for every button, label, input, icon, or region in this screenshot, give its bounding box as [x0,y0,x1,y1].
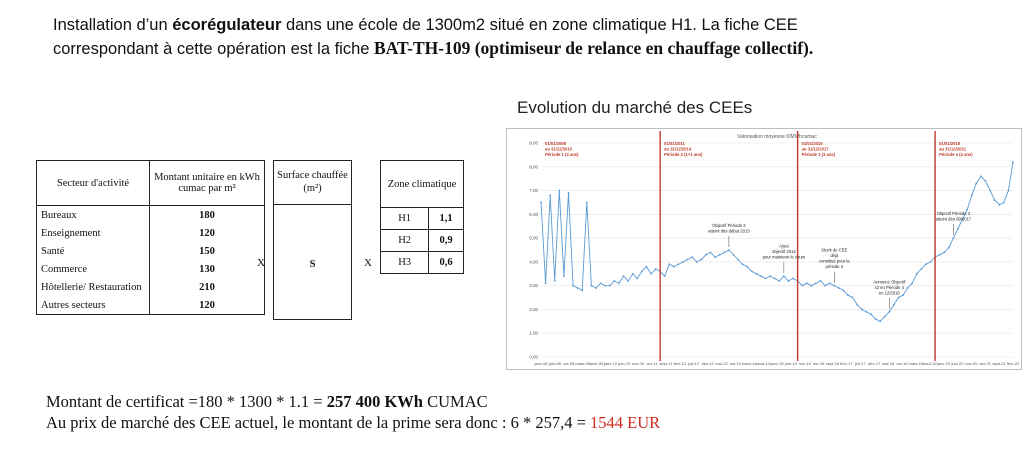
period-label: Période 1 (3 ans) [545,152,579,157]
data-point [728,249,730,251]
y-tick-label: 2,00 [529,306,538,312]
data-point [609,285,611,287]
annotation-label: Objectif Période 2 [712,223,746,228]
intro-highlight: écorégulateur [172,16,282,34]
x-tick-label: sept-21 [992,361,1006,366]
x-tick-label: juin-20 [951,361,964,366]
data-point [581,290,583,292]
data-point [801,285,803,287]
data-point [953,237,955,239]
x-tick-label: nov-15 [798,361,811,366]
period-label: au 31/12/2010 [545,146,573,152]
data-point [943,251,945,253]
data-point [925,263,927,265]
sector-header: Secteur d'activité [37,161,150,206]
zone-coefficient: 0,9 [429,230,464,252]
data-point [600,282,602,284]
x-tick-label: juil-17 [854,361,866,366]
data-point [733,254,735,256]
data-point [577,287,579,289]
data-point [627,280,629,282]
y-tick-label: 6,00 [529,211,538,217]
period-label: au 31/12/2021 [939,146,967,152]
data-point [939,254,941,256]
result-premium-text: Au prix de marché des CEE actuel, le montant de la prime sera donc : 6 * 257,4 = [46,413,591,432]
zone-header: Zone climatique [381,161,464,208]
sector-name: Hôtellerie/ Restauration [37,278,150,296]
result-line-1 [46,391,660,412]
data-point [554,280,556,282]
data-point [916,273,918,275]
data-point [664,275,666,277]
result-formula: Montant de certificat =180 * 1300 * 1.1 = [46,392,327,411]
surface-header-unit: (m²) [303,183,322,194]
x-tick-label: mai-18 [881,361,895,366]
data-point [742,263,744,265]
x-tick-label: mars-14 [741,361,757,366]
annotation-label: déjà [830,253,839,259]
surface-header [274,161,351,205]
x-tick-label: août-14 [756,361,770,366]
x-tick-label: août-19 [922,361,937,366]
data-point [852,297,854,299]
data-point [856,304,858,306]
period-label: 01/01/2018 [939,141,961,146]
data-point [641,271,643,273]
multiply-sign: X [257,257,265,269]
annotation-label: x2 en Période 4 [874,284,904,290]
sector-name: Bureaux [37,206,150,225]
data-point [678,263,680,265]
x-tick-label: févr-17 [840,361,853,366]
x-tick-label: avr-11 [646,361,658,366]
data-point [673,266,675,268]
data-point [865,311,867,313]
data-point [632,273,634,275]
data-point [572,285,574,287]
data-point [700,259,702,261]
zone-table [380,160,464,274]
data-point [719,254,721,256]
data-point [774,278,776,280]
data-point [595,287,597,289]
intro-text-part: correspondant à cette opération est la fiche [53,40,375,58]
zone-name: H1 [381,208,429,230]
data-point [875,318,877,320]
data-point [549,194,551,196]
y-tick-label: 9,00 [529,140,538,146]
sector-value: 150 [150,242,265,260]
x-tick-label: janv-10 [603,361,617,366]
zone-name: H3 [381,252,429,274]
data-point [723,251,725,253]
data-point [861,309,863,311]
period-label: au 31/12/2017 [801,146,829,152]
surface-header-line: Surface chauffée [277,170,348,181]
amount-header: Montant unitaire en kWh cumac par m² [150,161,265,206]
data-point [687,259,689,261]
annotation-label: atteint dès début 2013 [708,228,750,234]
x-tick-label: juin-10 [618,361,631,366]
data-point [898,297,900,299]
period-label: 01/01/2011 [664,141,685,146]
data-point [815,282,817,284]
data-point [545,282,547,284]
x-tick-label: févr-12 [673,361,687,366]
data-point [829,282,831,284]
sector-name: Commerce [37,260,150,278]
x-tick-label: juin-08 [548,361,561,366]
data-point [705,254,707,256]
data-point [957,228,959,230]
sector-name: Enseignement [37,224,150,242]
data-point [824,285,826,287]
data-point [1008,190,1010,192]
x-tick-label: janv-20 [937,361,951,366]
y-tick-label: 5,00 [529,235,538,241]
data-point [765,278,767,280]
data-point [788,280,790,282]
intro-line-1 [53,14,1013,37]
data-point [998,204,1000,206]
annotation-label: période 3 [825,264,844,270]
x-tick-label: août-09 [589,361,604,366]
period-label: au 31/12/2014 [664,146,692,152]
x-tick-label: mai-13 [715,361,728,366]
surface-value: S [309,259,316,270]
sector-name: Santé [37,242,150,260]
data-point [558,190,560,192]
period-label: Période 2 (1+1 ans) [664,152,703,157]
data-point [902,294,904,296]
data-point [985,180,987,182]
data-point [870,313,872,315]
fiche-reference: BAT-TH-109 (optimiseur de relance en chauffage collectif). [374,38,814,58]
chart-svg [507,129,1021,369]
data-point [989,190,991,192]
data-point [668,263,670,265]
data-point [586,202,588,204]
data-point [691,256,693,258]
y-tick-label: 4,00 [529,259,538,265]
data-point [1012,161,1014,163]
data-point [591,285,593,287]
data-point [980,175,982,177]
data-point [769,275,771,277]
annotation-label: objectif 2014 [771,249,796,255]
chart-heading: Evolution du marché des CEEs [517,98,753,117]
x-tick-label: sept-16 [825,361,840,366]
sector-value: 180 [150,206,265,225]
data-point [893,304,895,306]
x-tick-label: déc-17 [868,361,881,366]
cee-market-chart [506,128,1022,370]
intro-line-2 [53,37,1013,61]
data-point [636,278,638,280]
data-point [783,275,785,277]
data-point [655,268,657,270]
x-tick-label: oct-13 [729,361,741,366]
sector-name: Autres secteurs [37,296,150,315]
multiply-sign: X [364,257,372,269]
data-point [806,282,808,284]
data-point [751,271,753,273]
data-point [838,287,840,289]
annotation-label: Ajout [779,243,789,249]
annotation-label: Objectif Période 3 [936,211,971,217]
period-label: 01/01/2015 [801,141,823,146]
zone-coefficient: 0,6 [429,252,464,274]
annotation-label: pour maintenir le cours [762,254,806,260]
x-tick-label: nov-20 [965,361,978,366]
data-point [714,256,716,258]
data-point [746,266,748,268]
data-point [760,275,762,277]
data-point [907,287,909,289]
result-amount: 257 400 KWh [326,392,423,411]
y-tick-label: 1,00 [529,330,538,336]
intro-text [53,14,1013,61]
sector-value: 130 [150,260,265,278]
data-point [792,278,794,280]
data-point [879,320,881,322]
sector-value: 210 [150,278,265,296]
intro-text-part: Installation d’un [53,16,173,34]
x-tick-label: juil-12 [688,361,700,366]
data-point [696,261,698,263]
x-tick-label: janv-15 [770,361,784,366]
data-point [920,268,922,270]
data-point [563,275,565,277]
premium-amount: 1544 EUR [590,413,661,432]
result-unit: CUMAC [422,392,488,411]
data-point [948,247,950,249]
period-label: 01/01/2008 [545,141,566,146]
x-tick-label: mars-09 [575,361,590,366]
sector-table [36,160,265,315]
data-point [778,280,780,282]
result-line-2 [46,412,660,433]
annotation-label: Annonce Objectif [873,279,906,285]
y-tick-label: 7,00 [529,188,538,194]
y-tick-label: 8,00 [529,164,538,170]
data-point [650,273,652,275]
x-tick-label: nov-10 [632,361,645,366]
data-point [994,199,996,201]
x-tick-label: déc-12 [701,361,714,366]
data-point [1003,202,1005,204]
data-point [843,290,845,292]
data-point [975,183,977,185]
period-label: Période 3 (3 ans) [801,152,836,157]
x-tick-label: juin-15 [784,361,797,366]
data-point [810,285,812,287]
data-point [568,192,570,194]
data-point [755,273,757,275]
data-point [930,261,932,263]
data-point [737,259,739,261]
x-tick-label: mars-19 [908,361,924,366]
x-tick-label: oct-08 [563,361,575,366]
data-point [888,311,890,313]
period-label: Période 4 (4 ans) [939,152,973,157]
sector-value: 120 [150,224,265,242]
data-point [884,316,886,318]
x-tick-label: janv-08 [534,361,548,366]
data-point [618,282,620,284]
data-point [645,266,647,268]
data-point [623,275,625,277]
x-tick-label: févr-22 [1006,361,1020,366]
sector-value: 120 [150,296,265,315]
data-point [613,280,615,282]
y-tick-label: 3,00 [529,283,538,289]
chart-title: Valorisation moyenne €/MWhcumac [737,134,817,140]
data-point [971,194,973,196]
annotation-label: atteint dès 09/2017 [935,216,972,222]
x-tick-label: oct-18 [896,361,908,366]
zone-coefficient: 1,1 [429,208,464,230]
data-point [540,202,542,204]
result-text [46,391,660,433]
series-line [541,162,1013,321]
annotation-label: en 12/2016 [878,290,900,296]
x-tick-label: avr-21 [979,361,991,366]
data-point [847,294,849,296]
data-point [710,251,712,253]
x-tick-label: avr-16 [812,361,825,366]
zone-name: H2 [381,230,429,252]
data-point [820,280,822,282]
annotation-label: constitué pour la [818,258,850,264]
x-tick-label: sept-11 [659,361,673,366]
intro-text-part: dans une école de 1300m2 situé en zone climatique H1. La fiche CEE [281,16,798,34]
data-point [604,285,606,287]
annotation-label: Stock de CEE [821,247,848,253]
data-point [911,282,913,284]
data-point [682,261,684,263]
y-tick-label: 0,00 [529,354,538,360]
data-point [833,285,835,287]
surface-box [273,160,352,320]
